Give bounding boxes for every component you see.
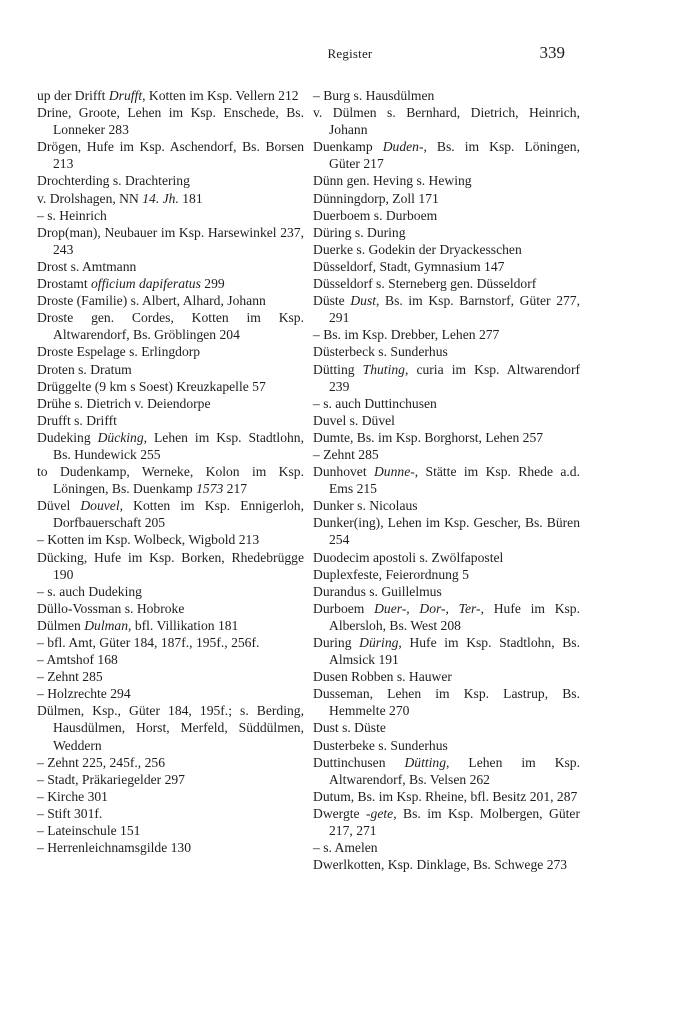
index-entry: Drop(man), Neubauer im Ksp. Harsewinkel 237, 243 xyxy=(37,224,304,257)
index-entry: Drost s. Amtmann xyxy=(37,258,137,274)
index-entry: Dwergte -gete, Bs. im Ksp. Molbergen, Güter 217, 271 xyxy=(313,805,580,839)
index-entry: Dülmen, Ksp., Güter 184, 195f.; s. Berding, Hausdülmen, Horst, Merfeld, Süddülmen, Weddern xyxy=(37,703,304,753)
index-entry: – Lateinschule 151 xyxy=(37,823,141,839)
index-entry: During Düring, Hufe im Ksp. Stadtlohn, Bs. Almsick 191 xyxy=(313,635,580,668)
index-entry: Duenkamp Duden-, Bs. im Ksp. Löningen, Güter 217 xyxy=(313,139,580,172)
index-entry: Drüggelte (9 km s Soest) Kreuzkapelle 57 xyxy=(37,378,266,394)
index-entry: Düring s. During xyxy=(313,224,406,240)
index-entry: Droste (Familie) s. Albert, Alhard, Johann xyxy=(37,293,266,309)
index-entry: Dünningdorp, Zoll 171 xyxy=(313,190,439,206)
index-entry: – Amtshof 168 xyxy=(37,652,118,668)
index-entry: Düste Dust, Bs. im Ksp. Barnstorf, Güter 277, 291 xyxy=(313,293,580,326)
index-entry: – Zehnt 285 xyxy=(37,669,103,685)
index-entry: to Dudenkamp, Werneke, Kolon im Ksp. Löningen, Bs. Duenkamp 1573 217 xyxy=(37,464,304,497)
index-entry: Dusen Robben s. Hauwer xyxy=(313,669,452,685)
index-entry: Duvel s. Düvel xyxy=(313,412,395,428)
index-entry: Drine, Groote, Lehen im Ksp. Enschede, Bs. Lonneker 283 xyxy=(37,105,304,138)
index-entry: Dunker s. Nicolaus xyxy=(313,498,418,514)
index-entry: Düsseldorf s. Sterneberg gen. Düsseldorf xyxy=(313,276,537,292)
index-entry: v. Drolshagen, NN 14. Jh. 181 xyxy=(37,190,203,206)
index-entry: – Kirche 301 xyxy=(37,788,108,804)
index-entry: Dütting Thuting, curia im Ksp. Altwarendorf 239 xyxy=(313,361,581,394)
index-entry: Düvel Douvel, Kotten im Ksp. Ennigerloh, Dorfbauerschaft 205 xyxy=(37,498,304,531)
index-entry: Drühe s. Dietrich v. Deiendorpe xyxy=(37,395,211,411)
index-entry: Dutum, Bs. im Ksp. Rheine, bfl. Besitz 201, 287 xyxy=(313,788,578,804)
index-entry: Drostamt officium dapiferatus 299 xyxy=(37,276,225,292)
index-entry: up der Drifft Drufft, Kotten im Ksp. Vellern 212 xyxy=(37,88,299,103)
index-entry: – Stift 301f. xyxy=(37,805,103,821)
index-entry: – Stadt, Präkariegelder 297 xyxy=(37,771,185,787)
index-entry: – Burg s. Hausdülmen xyxy=(313,88,435,103)
index-entry: – s. Amelen xyxy=(313,840,378,856)
index-column-right xyxy=(313,87,580,873)
index-entry: Dülmen Dulman, bfl. Villikation 181 xyxy=(37,617,239,633)
index-entry: Drochterding s. Drachtering xyxy=(37,173,190,189)
index-column-left xyxy=(37,87,304,856)
index-entry: – Bs. im Ksp. Drebber, Lehen 277 xyxy=(313,327,500,343)
index-entry: Durboem Duer-, Dor-, Ter-, Hufe im Ksp. Albersloh, Bs. West 208 xyxy=(313,600,580,633)
index-entry: Dumte, Bs. im Ksp. Borghorst, Lehen 257 xyxy=(313,429,544,445)
index-entry: Droste Espelage s. Erlingdorp xyxy=(37,344,201,360)
index-entry: v. Dülmen s. Bernhard, Dietrich, Heinrich, Johann xyxy=(313,105,580,138)
index-entry: – Herrenleichnamsgilde 130 xyxy=(37,840,192,856)
index-entry: Droten s. Dratum xyxy=(37,361,132,377)
index-entry: Droste gen. Cordes, Kotten im Ksp. Altwarendorf, Bs. Gröblingen 204 xyxy=(37,310,304,343)
index-entry: – s. auch Dudeking xyxy=(37,583,142,599)
index-entry: Dücking, Hufe im Ksp. Borken, Rhedebrügge 190 xyxy=(37,549,304,582)
index-entry: – Zehnt 225, 245f., 256 xyxy=(37,754,165,770)
index-entry: Düsterbeck s. Sunderhus xyxy=(313,344,448,360)
index-entry: Dusterbeke s. Sunderhus xyxy=(313,737,448,753)
index-entry: Dwerlkotten, Ksp. Dinklage, Bs. Schwege 273 xyxy=(313,857,568,873)
index-entry: – s. auch Duttinchusen xyxy=(313,395,437,411)
index-entry: Dunker(ing), Lehen im Ksp. Gescher, Bs. Büren 254 xyxy=(313,515,580,548)
index-entry: – s. Heinrich xyxy=(37,207,107,223)
index-entry: Duerke s. Godekin der Dryackesschen xyxy=(313,241,522,257)
index-entry: Drufft s. Drifft xyxy=(37,412,117,428)
running-head: Register xyxy=(327,46,373,61)
index-entry: Dunhovet Dunne-, Stätte im Ksp. Rhede a.d. Ems 215 xyxy=(313,464,580,497)
index-entry: Düllo-Vossman s. Hobroke xyxy=(37,600,185,616)
index-entry: Duodecim apostoli s. Zwölfapostel xyxy=(313,549,504,565)
index-entry: Drögen, Hufe im Ksp. Aschendorf, Bs. Borsen 213 xyxy=(37,139,304,172)
index-entry: Duplexfeste, Feierordnung 5 xyxy=(313,566,469,582)
index-entry: Duerboem s. Durboem xyxy=(313,207,438,223)
index-entry: Dust s. Düste xyxy=(313,720,386,736)
index-entry: – Zehnt 285 xyxy=(313,446,379,462)
index-entry: Durandus s. Guillelmus xyxy=(313,583,442,599)
index-entry: Duttinchusen Dütting, Lehen im Ksp. Altwarendorf, Bs. Velsen 262 xyxy=(313,754,581,787)
page-number: 339 xyxy=(539,43,565,62)
index-entry: Dudeking Dücking, Lehen im Ksp. Stadtlohn, Bs. Hundewick 255 xyxy=(37,429,304,462)
index-entry: – bfl. Amt, Güter 184, 187f., 195f., 256f. xyxy=(37,635,260,650)
index-entry: Düsseldorf, Stadt, Gymnasium 147 xyxy=(313,258,505,274)
index-entry: Dusseman, Lehen im Ksp. Lastrup, Bs. Hemmelte 270 xyxy=(313,686,580,719)
index-entry: – Kotten im Ksp. Wolbeck, Wigbold 213 xyxy=(37,532,260,548)
index-entry: Dünn gen. Heving s. Hewing xyxy=(313,173,472,189)
index-entry: – Holzrechte 294 xyxy=(37,686,131,702)
